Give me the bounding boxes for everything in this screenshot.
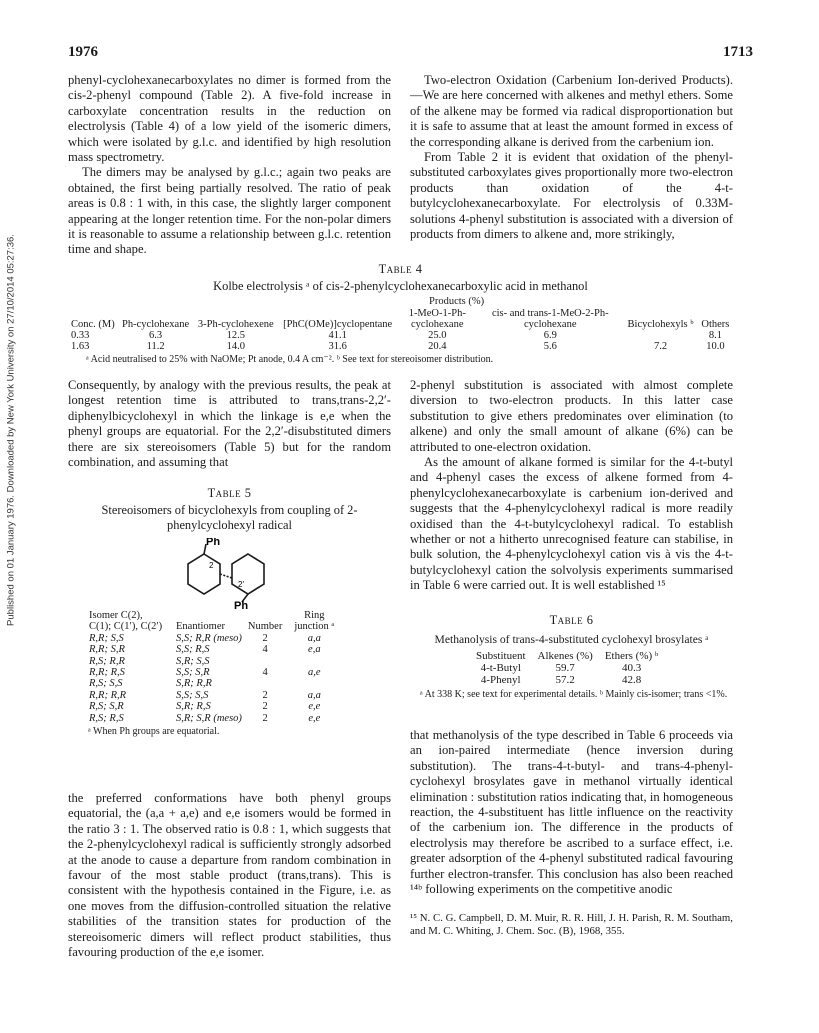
- table5-label: Table 5: [207, 486, 252, 500]
- table-cell: a,e: [308, 667, 321, 679]
- table6: [470, 650, 730, 686]
- table-cell: 8.1: [708, 330, 722, 341]
- phenyl-label-bottom: Ph: [234, 600, 249, 610]
- table5-caption: Stereoisomers of bicyclohexyls from coupling of 2-phenylcyclohexyl radical: [101, 503, 358, 532]
- table-cell: 11.2: [146, 341, 165, 352]
- table-cell: 1.63: [71, 341, 90, 352]
- col1-mid-text: [68, 378, 391, 470]
- table-cell: 7.2: [653, 341, 668, 352]
- download-watermark: [4, 210, 18, 650]
- table-cell: 0.33: [71, 330, 90, 341]
- table-header-cell: [PhC(OMe)]cyclopentane: [283, 319, 393, 330]
- table-cell: 10.0: [706, 341, 725, 352]
- table-row: [68, 341, 733, 352]
- table-cell: 14.0: [226, 341, 245, 352]
- table-header-row: [68, 308, 733, 330]
- table-cell: 20.4: [428, 341, 447, 352]
- table-cell: [623, 330, 698, 341]
- table-row: [470, 674, 664, 686]
- col2-bottom-text: [410, 728, 733, 897]
- paragraph: Two-electron Oxidation (Carbenium Ion-derived Products).—We are here concerned with alkenes and methyl ethers. Some of the alkene may be formed via radical disproportionation but it is safe to assume that at least the amount formed in excess of the corresponding alkane is derived from the carbenium ion.: [410, 73, 733, 149]
- table-cell: R,R; R,R: [89, 689, 127, 701]
- table4-grid: [68, 308, 733, 352]
- table6-grid: [470, 650, 664, 686]
- table5-footnote: ᵃ When Ph groups are equatorial.: [88, 726, 220, 738]
- table4-label: Table 4: [378, 262, 423, 276]
- table-cell: e,e: [308, 712, 321, 724]
- col1-top-text: [68, 73, 391, 258]
- table-row: [86, 701, 343, 712]
- paragraph: the preferred conformations have both phenyl groups equatorial, the (a,a + a,e) and e,e isomers would be formed in the ratio 3 : 1. The observed ratio is 0.8 : 1, which suggests that the 2-phenylcyclohexyl radical is sufficiently strongly adsorbed at the anode to cause a departure from random combination in favour of the most stable product (trans,trans). This is consistent with the hypothesis contained in the Figure, i.e. as one moves from the diffusion-controlled situation the relative stabilities of the transition states for production of the stereoisomeric dimers will reflect product stabilities, thus favouring production of the e,e isomer.: [68, 791, 391, 960]
- table-cell: 4-t-Butyl: [480, 662, 521, 674]
- table-cell: 12.5: [226, 330, 245, 341]
- table-cell: 5.6: [543, 341, 557, 352]
- table-cell: a,a: [307, 689, 321, 701]
- table-cell: S,S; R,S: [176, 644, 210, 656]
- table-row: [86, 644, 343, 655]
- table-cell: S,R; R,R: [176, 678, 212, 690]
- table-row: [86, 713, 343, 724]
- table-cell: 6.3: [149, 330, 163, 341]
- col2-mid-text: [410, 378, 733, 594]
- table-cell: a,a: [307, 632, 321, 644]
- table-row: [86, 633, 343, 644]
- paragraph: As the amount of alkane formed is similar for the 4-t-butyl and 4-phenyl cases the excess of alkene formed from 4-phenylcyclohexanecarboxylate is carbenium ion-derived and suggests that the 4-phenylcyclohexyl radical is more readily oxidised than the 4-t-butylcyclohexyl radical. To establish whether or not a hitherto unrecognised feature can stabilise, in bulk solution, the 4-phenylcyclohexyl cation vis à vis the 4-t-butylcyclohexyl cation the solvolysis experiments summarised in Table 6 were carried out. It is well established ¹⁵: [410, 455, 733, 593]
- table4-footnote: ᵃ Acid neutralised to 25% with NaOMe; Pt anode, 0.4 A cm⁻². ᵇ See text for stereoisomer distribution.: [86, 354, 494, 365]
- table-row: [86, 667, 343, 678]
- table-cell: R,S; R,S: [89, 712, 124, 724]
- table-row: [86, 656, 343, 667]
- table-header-cell: Ph-cyclohexane: [122, 319, 190, 330]
- table-cell: 2: [262, 632, 268, 644]
- download-watermark-text: Published on 01 January 1976. Downloaded by New York University on 27/10/2014 05:27:36.: [5, 234, 17, 626]
- table-cell: 6.9: [543, 330, 557, 341]
- bicyclohexyl-structure: [176, 538, 286, 610]
- col2-top-text: [410, 73, 733, 242]
- table-cell: S,S; S,R: [176, 667, 210, 679]
- page-number: 1713: [723, 44, 753, 60]
- table-cell: 57.2: [555, 674, 575, 686]
- table-cell: S,R; S,S: [176, 655, 210, 667]
- table-header-cell: Others: [701, 319, 730, 330]
- table-cell: 4: [262, 667, 268, 679]
- table-cell: e,a: [308, 644, 321, 656]
- table-cell: 41.1: [328, 330, 347, 341]
- products-label: Products (%): [429, 296, 485, 307]
- table-cell: R,S; S,R: [89, 701, 124, 713]
- table-cell: 25.0: [428, 330, 447, 341]
- ring-linkage: [220, 574, 232, 578]
- position-label-2: 2: [209, 561, 214, 570]
- table-cell: e,e: [308, 701, 321, 713]
- table-header-cell: 1-MeO-1-Ph-cyclohexane: [408, 308, 466, 330]
- paragraph: From Table 2 it is evident that oxidation of the phenyl-substituted carboxylates gives proportionally more two-electron products than oxidation of the 4-t-butylcyclohexanecarboxylate. For electrolysis of 0.33M-solutions 4-phenyl substitution is associated with a diversion of products from dimers to alkene and, more strikingly,: [410, 150, 733, 242]
- table-cell: R,R; R,S: [89, 667, 125, 679]
- table6-label: Table 6: [549, 613, 594, 627]
- table-row: [86, 678, 343, 689]
- table-header-cell: Ring junction ᵃ: [294, 610, 335, 633]
- table-header-cell: Ethers (%) ᵇ: [604, 650, 659, 662]
- table-cell: [285, 678, 343, 689]
- table-header-row: [86, 610, 343, 633]
- table-row: [68, 330, 733, 341]
- table-header-cell: Conc. (M): [71, 319, 115, 330]
- table6-caption: Methanolysis of trans-4-substituted cyclohexyl brosylates ᵃ: [434, 633, 709, 646]
- table-row: [86, 690, 343, 701]
- table-row: [470, 662, 664, 674]
- table-cell: [285, 656, 343, 667]
- table-header-row: [470, 650, 664, 662]
- table-cell: R,S; S,S: [89, 678, 123, 690]
- paragraph: The dimers may be analysed by g.l.c.; again two peaks are obtained, the first being partially resolved. The ratio of peak areas is 0.8 : 1 with, in this case, the slightly larger component appearing at the longer retention time. For the non-polar dimers it is reasonable to assume a relationship between g.l.c. retention time and shape.: [68, 165, 391, 257]
- table5: [86, 610, 386, 738]
- table-header-cell: Enantiomer: [176, 621, 225, 633]
- table5-grid: [86, 610, 343, 724]
- reference-footnote: ¹⁵ N. C. G. Campbell, D. M. Muir, R. R. Hill, J. H. Parish, R. M. Southam, and M. C. Whiting, J. Chem. Soc. (B), 1968, 355.: [410, 912, 733, 937]
- table-cell: [245, 678, 285, 689]
- table-header-cell: Isomer C(2), C(1); C(1′), C(2′): [89, 610, 163, 633]
- table-cell: 2: [262, 701, 268, 713]
- table-cell: 59.7: [555, 662, 575, 674]
- table-cell: [245, 656, 285, 667]
- table-cell: 2: [262, 712, 268, 724]
- table-header-cell: Substituent: [476, 650, 526, 662]
- col1-bottom-text: [68, 791, 391, 960]
- table6-footnote: ᵃ At 338 K; see text for experimental details. ᵇ Mainly cis-isomer; trans <1%.: [420, 689, 728, 700]
- table-cell: R,R; S,R: [89, 644, 125, 656]
- table-cell: 40.3: [621, 662, 642, 674]
- table-cell: 2: [262, 689, 268, 701]
- table-cell: 42.8: [621, 674, 642, 686]
- table-header-cell: Number: [247, 621, 283, 633]
- table-cell: 4-Phenyl: [480, 674, 521, 686]
- cyclohexane-ring-left: [188, 554, 220, 594]
- table4-caption: Kolbe electrolysis ᵃ of cis-2-phenylcyclohexanecarboxylic acid in methanol: [213, 279, 588, 293]
- page-year: 1976: [68, 44, 98, 60]
- table-cell: R,R; S,S: [89, 632, 124, 644]
- table-header-cell: cis- and trans-1-MeO-2-Ph-cyclohexane: [491, 308, 609, 330]
- table-cell: S,S; R,R (meso): [176, 632, 242, 644]
- table-cell: 31.6: [328, 341, 347, 352]
- cyclohexane-ring-right: [232, 554, 264, 594]
- phenyl-label-top: Ph: [206, 538, 221, 548]
- table-cell: S,R; S,R (meso): [176, 712, 242, 724]
- paragraph: phenyl-cyclohexanecarboxylates no dimer is formed from the cis-2-phenyl compound (Table 2). A five-fold increase in carboxylate concentration results in the reduction on electrolysis (Table 4) of a low yield of the isomeric dimers, which were isolated by g.l.c. and identified by high resolution mass spectrometry.: [68, 73, 391, 165]
- table4: [68, 296, 733, 366]
- table-cell: S,R; R,S: [176, 701, 211, 713]
- table-header-cell: Alkenes (%): [537, 650, 593, 662]
- table-header-cell: 3-Ph-cyclohexene: [197, 319, 274, 330]
- paragraph: Consequently, by analogy with the previous results, the peak at longest retention time is attributed to trans,trans-2,2′-diphenylbicyclohexyl in which the linkage is e,e when the phenyl groups are equatorial. For the 2,2′-disubstituted dimers there are six stereoisomers (Table 5) but for the random combination, and assuming that: [68, 378, 391, 470]
- paragraph: that methanolysis of the type described in Table 6 proceeds via an ion-paired intermediate (hence inversion during substitution). The trans-4-t-butyl- and trans-4-phenyl-cyclohexyl brosylates gave in methanol virtually identical elimination : substitution ratios indicating that, in homogeneous reaction, the 4-substituent has little influence on the reactivity of the carbenium ion. The difference in the products of electrolysis may therefore be ascribed to a surface effect, i.e. greater adsorption of the 4-phenyl substituted radical favouring further electron-transfer. This conclusion has also been reached ¹⁴ᵇ following experiments on the competitive anodic: [410, 728, 733, 897]
- table-cell: R,S; R,R: [89, 655, 125, 667]
- position-label-2prime: 2′: [238, 580, 244, 589]
- paragraph: 2-phenyl substitution is associated with almost complete diversion to two-electron products. In this latter case substitution to give ethers predominates over elimination (to alkene) and only the small amount of alkane (6%) can be attributed to one-electron oxidation.: [410, 378, 733, 454]
- table-header-cell: Bicyclohexyls ᵇ: [627, 319, 694, 330]
- table-cell: 4: [262, 644, 268, 656]
- table-cell: S,S; S,S: [176, 689, 209, 701]
